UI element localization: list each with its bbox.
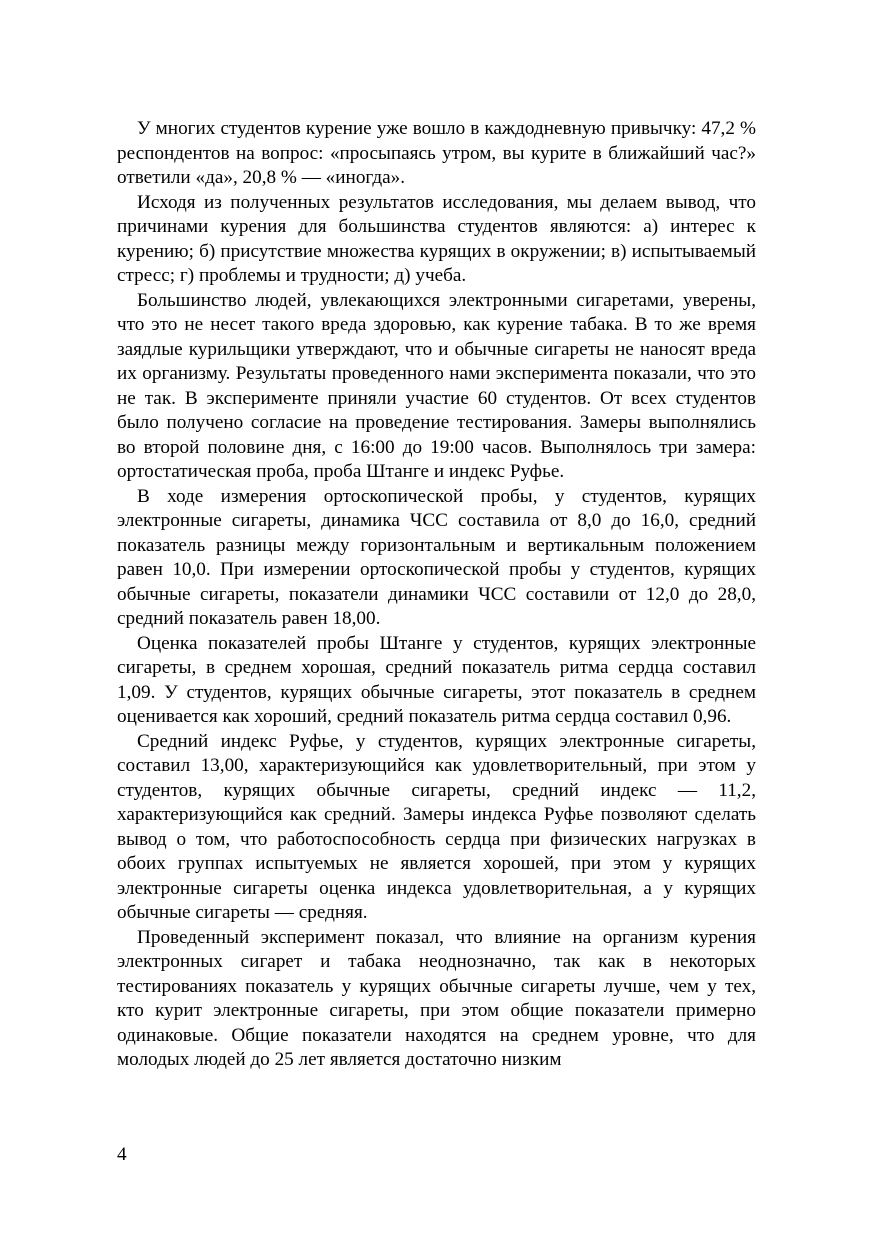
paragraph-stange-test: Оценка показателей пробы Штанге у студентов, курящих электронные сигареты, в среднем хорошая, средний показатель ритма сердца составил 1,09. У студентов, курящих обычные сигареты, этот показатель в среднем оценивается как хороший, средний показатель ритма сердца составил 0,96. bbox=[117, 632, 756, 727]
paragraph-experiment-description: Большинство людей, увлекающихся электронными сигаретами, уверены, что это не несет такого вреда здоровью, как курение табака. В то же время заядлые курильщики утверждают, что и обычные сигареты не наносят вреда их организму. Результаты проведенного нами эксперимента показали, что это не так. В эксперименте приняли участие 60 студентов. От всех студентов было получено согласие на проведение тестирования. Замеры выполнялись во второй половине дня, с 16:00 до 19:00 часов. Выполнялось три замера: ортостатическая проба, проба Штанге и индекс Руфье. bbox=[117, 289, 756, 482]
paragraph-conclusion: Проведенный эксперимент показал, что влияние на организм курения электронных сигарет и табака неоднозначно, так как в некоторых тестированиях показатель у курящих обычные сигареты лучше, чем у тех, кто курит электронные сигареты, при этом общие показатели примерно одинаковые. Общие показатели находятся на среднем уровне, что для молодых людей до 25 лет является достаточно низким bbox=[117, 926, 756, 1070]
body-text bbox=[117, 117, 756, 1073]
paragraph-orthostatic-test: В ходе измерения ортоскопической пробы, у студентов, курящих электронные сигареты, динамика ЧСС составила от 8,0 до 16,0, средний показатель разницы между горизонтальным и вертикальным положением равен 10,0. При измерении ортоскопической пробы у студентов, курящих обычные сигареты, показатели динамики ЧСС составили от 12,0 до 28,0, средний показатель равен 18,00. bbox=[117, 485, 756, 629]
paragraph-ruffier-index: Средний индекс Руфье, у студентов, курящих электронные сигареты, составил 13,00, характеризующийся как удовлетворительный, при этом у студентов, курящих обычные сигареты, средний индекс — 11,2, характеризующийся как средний. Замеры индекса Руфье позволяют сделать вывод о том, что работоспособность сердца при физических нагрузках в обоих группах испытуемых не является хорошей, при этом у курящих электронные сигареты оценка индекса удовлетворительная, а у курящих обычные сигареты — средняя. bbox=[117, 730, 756, 923]
page-number: 4 bbox=[117, 1144, 127, 1165]
paragraph-smoking-reasons: Исходя из полученных результатов исследования, мы делаем вывод, что причинами курения для большинства студентов являются: а) интерес к курению; б) присутствие множества курящих в окружении; в) испытываемый стресс; г) проблемы и трудности; д) учеба. bbox=[117, 191, 756, 286]
paragraph-smoking-habit: У многих студентов курение уже вошло в каждодневную привычку: 47,2 % респондентов на вопрос: «просыпаясь утром, вы курите в ближайший час?» ответили «да», 20,8 % — «иногда». bbox=[117, 118, 756, 188]
